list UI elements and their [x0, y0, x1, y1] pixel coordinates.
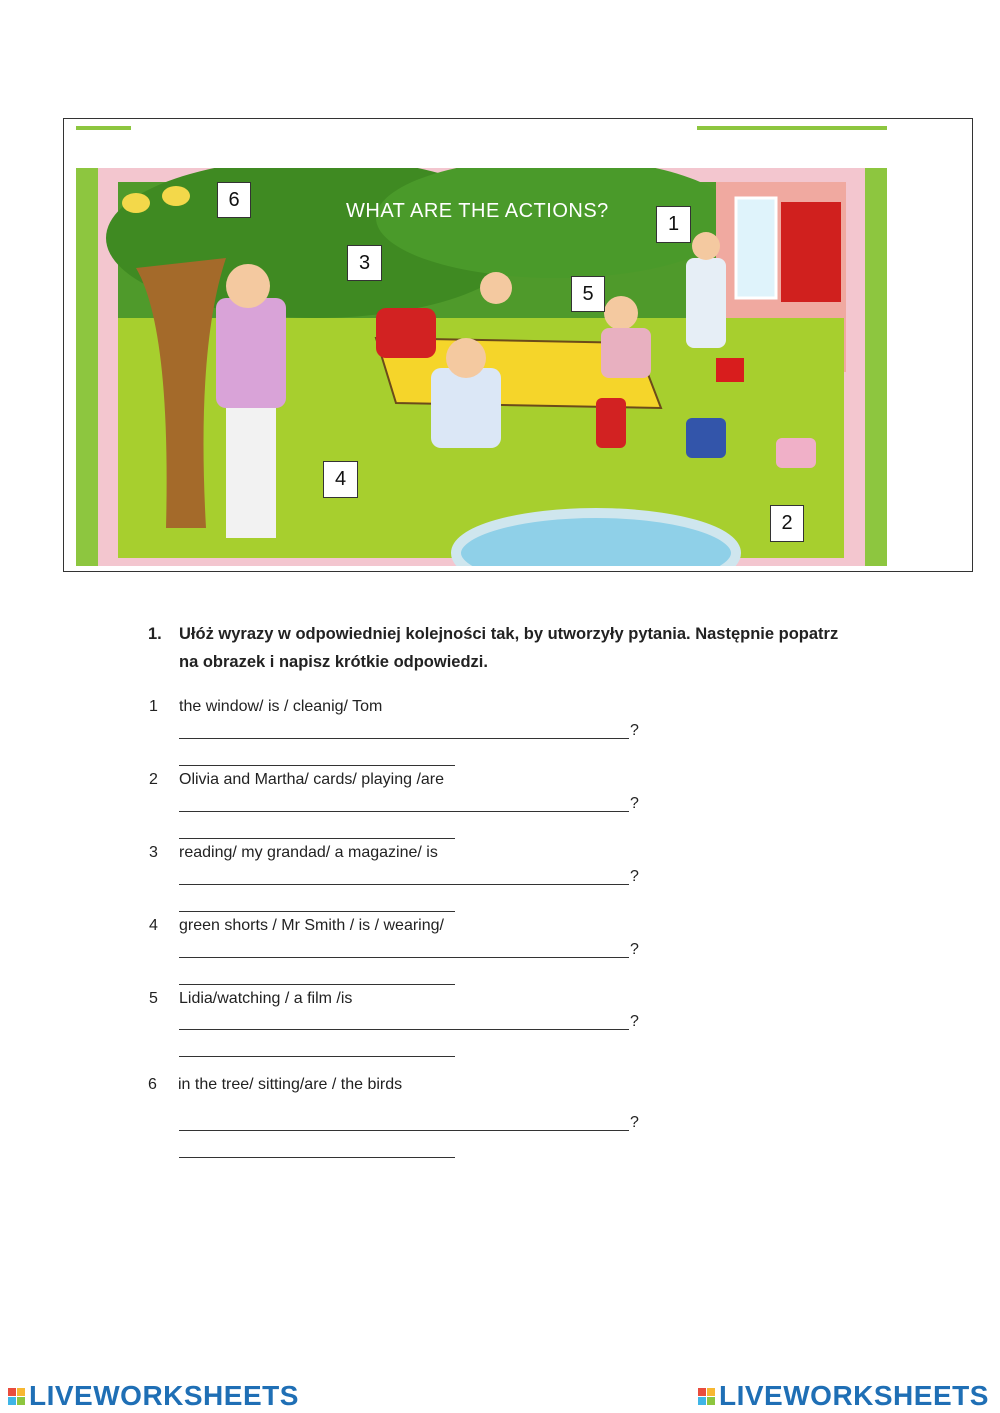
short-answer-line[interactable]	[179, 1157, 455, 1158]
question-number: 4	[149, 917, 158, 934]
scene-illustration	[76, 168, 887, 566]
question-words: the window/ is / cleanig/ Tom	[179, 698, 383, 715]
question-answer-line[interactable]	[179, 811, 629, 812]
question-words: reading/ my grandad/ a magazine/ is	[179, 844, 438, 861]
question-words: in the tree/ sitting/are / the birds	[178, 1076, 403, 1093]
picture-label-box-2[interactable]: 2	[770, 505, 804, 542]
question-mark: ?	[630, 722, 639, 739]
short-answer-line[interactable]	[179, 1056, 455, 1057]
picture-label-box-6[interactable]: 6	[217, 182, 251, 218]
decor-line-left	[76, 126, 131, 130]
picture-label-box-3[interactable]: 3	[347, 245, 382, 281]
question-mark: ?	[630, 941, 639, 958]
question-number: 1	[149, 698, 158, 715]
brand-name: LIVEWORKSHEETS	[29, 1380, 299, 1411]
question-mark: ?	[630, 795, 639, 812]
question-answer-line[interactable]	[179, 957, 629, 958]
short-answer-line[interactable]	[179, 984, 455, 985]
scene-title: WHAT ARE THE ACTIONS?	[346, 200, 609, 222]
footer-logo-left	[8, 1380, 299, 1412]
question-mark: ?	[630, 1114, 639, 1131]
question-answer-line[interactable]	[179, 1130, 629, 1131]
short-answer-line[interactable]	[179, 838, 455, 839]
question-answer-line[interactable]	[179, 1029, 629, 1030]
picture-label-box-1[interactable]: 1	[656, 206, 691, 243]
brand-name: LIVEWORKSHEETS	[719, 1380, 989, 1411]
question-number: 2	[149, 771, 158, 788]
decor-line-right	[697, 126, 887, 130]
liveworksheets-logo-icon	[698, 1388, 715, 1405]
exercise-instruction	[148, 620, 848, 676]
question-answer-line[interactable]	[179, 884, 629, 885]
exercise-number: 1.	[148, 625, 162, 643]
picture-label-box-5[interactable]: 5	[571, 276, 605, 312]
question-number: 3	[149, 844, 158, 861]
question-words: Olivia and Martha/ cards/ playing /are	[179, 771, 445, 788]
question-number: 6	[148, 1076, 157, 1093]
short-answer-line[interactable]	[179, 765, 455, 766]
question-words: Lidia/watching / a film /is	[179, 990, 353, 1007]
footer-logo-right	[698, 1380, 989, 1412]
question-mark: ?	[630, 868, 639, 885]
liveworksheets-logo-icon	[8, 1388, 25, 1405]
question-answer-line[interactable]	[179, 738, 629, 739]
question-number: 5	[149, 990, 158, 1007]
picture-label-box-4[interactable]: 4	[323, 461, 358, 498]
question-mark: ?	[630, 1013, 639, 1030]
question-words: green shorts / Mr Smith / is / wearing/	[179, 917, 444, 934]
short-answer-line[interactable]	[179, 911, 455, 912]
exercise-text: Ułóż wyrazy w odpowiedniej kolejności tak, by utworzyły pytania. Następnie popatrz na obrazek i napisz krótkie odpowiedzi.	[179, 625, 839, 671]
